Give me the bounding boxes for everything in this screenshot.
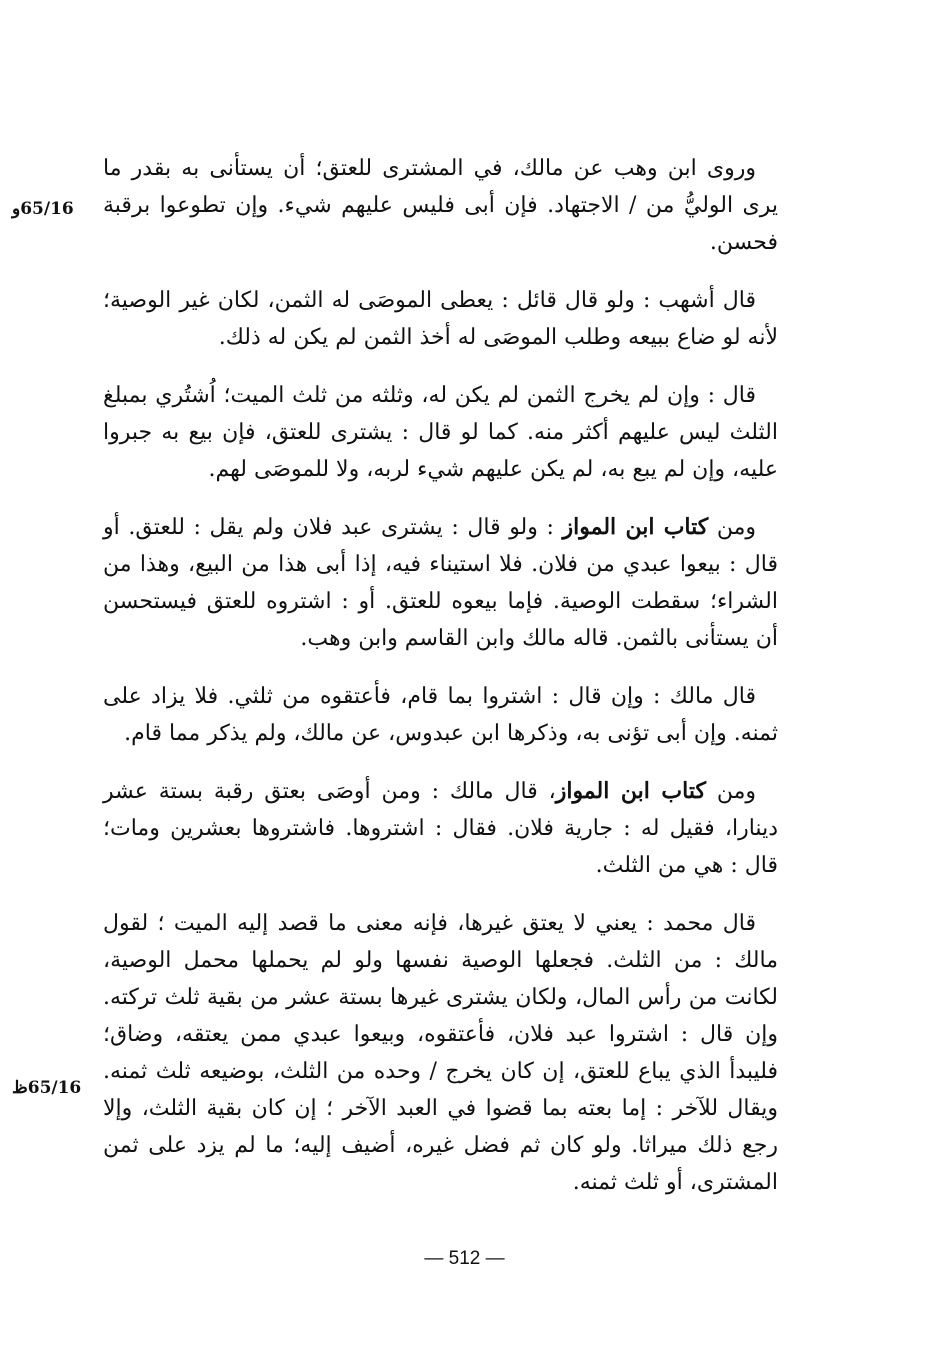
paragraph-4: ومن كتاب ابن المواز : ولو قال : يشترى عبد فلان ولم يقل : للعتق. أو قال : بيعوا عبدي من فلان. فلا استيناء فيه، إذا أبى هذا من البيع، وهذا من الشراء؛ سقطت الوصية. فإما بيعوه للعتق. أو : اشتروه للعتق فيستحسن أن يستأنى بالثمن. قاله مالك وابن القاسم وابن وهب. [103,514,778,651]
book-title: كتاب ابن المواز [555,778,706,804]
margin-note-folio-recto: 65/16و [12,199,74,219]
paragraph-7: قال محمد : يعني لا يعتق غيرها، فإنه معنى ما قصد إليه الميت ؛ لقول مالك : من الثلث. فجعلها الوصية نفسها ولو لم يحملها محمل الوصية، لكانت من رأس المال، ولكان يشترى غيرها بستة عشر من بقية ثلث تركته. وإن قال : اشتروا عبد فلان، فأعتقوه، وبيعوا عبدي ممن يعتقه، وضاق؛ فليبدأ الذي يباع للعتق، إن كان يخرج / وحده من الثلث، بوضيعه ثلث ثمنه. ويقال للآخر : إما بعته بما قضوا في العبد الآخر ؛ إن كان بقية الثلث، وإلا رجع ذلك ميراثا. ولو كان ثم فضل غيره، أضيف إليه؛ ما لم يزد على ثمن المشترى، أو ثلث ثمنه. [103,911,779,1195]
page-number: — 512 — [424,1248,505,1269]
margin-note-folio-verso: 65/16ظ [12,1078,82,1098]
paragraph-5: قال مالك : وإن قال : اشتروا بما قام، فأعتقوه من ثلثي. فلا يزاد على ثمنه. وإن أبى تؤنى به، وذكرها ابن عبدوس، عن مالك، ولم يذكر مما قام. [103,684,778,746]
body-text [103,150,778,1222]
paragraph-3: قال : وإن لم يخرج الثمن لم يكن له، وثلثه من ثلث الميت؛ اُشتُري بمبلغ الثلث ليس عليهم أكثر منه. كما لو قال : يشترى للعتق، فإن بيع به جبروا عليه، وإن لم يبع به، لم يكن عليهم شيء لربه، ولا للموصَى لهم. [103,383,778,482]
book-title: كتاب ابن المواز [562,514,709,540]
paragraph-1: وروى ابن وهب عن مالك، في المشترى للعتق؛ أن يستأنى به بقدر ما يرى الوليُّ من / الاجتهاد. فإن أبى فليس عليهم شيء. وإن تطوعوا برقبة فحسن. [103,156,778,255]
paragraph-2: قال أشهب : ولو قال قائل : يعطى الموصَى له الثمن، لكان غير الوصية؛ لأنه لو ضاع ببيعه وطلب الموصَى له أخذ الثمن لم يكن له ذلك. [103,288,778,350]
paragraph-6: ومن كتاب ابن المواز، قال مالك : ومن أوصَى بعتق رقبة بستة عشر دينارا، فقيل له : جارية فلان. فقال : اشتروها. فاشتروها بعشرين ومات؛ قال : هي من الثلث. [103,778,778,878]
